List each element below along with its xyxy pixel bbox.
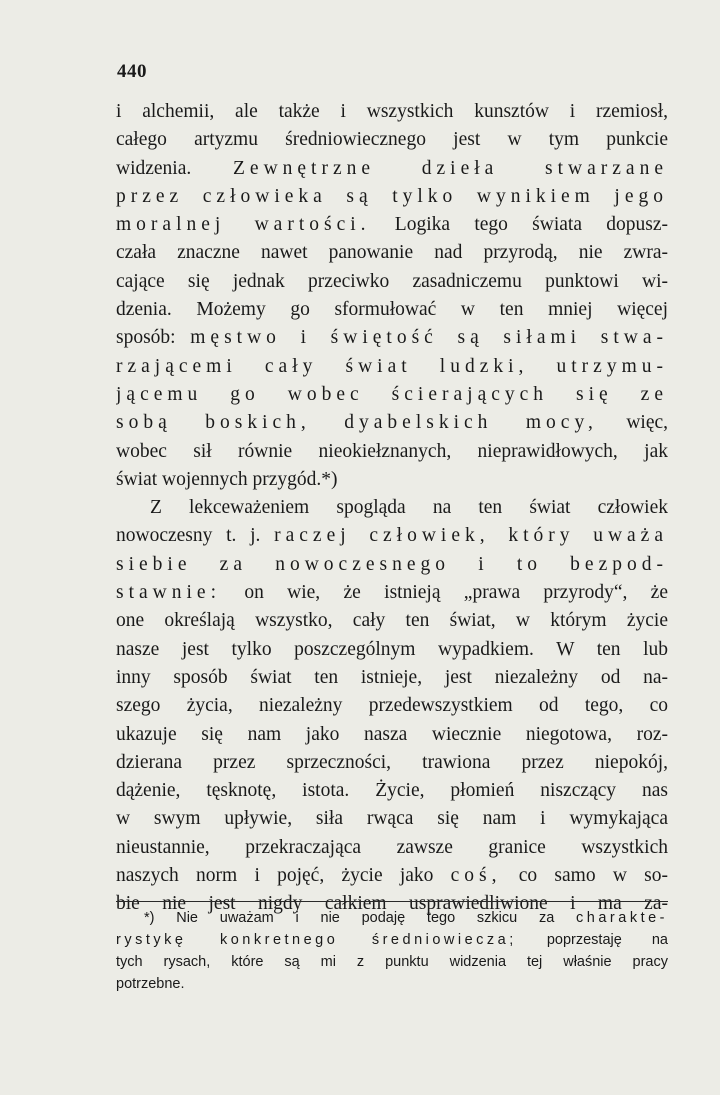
footnote-line: [116, 973, 668, 995]
text-run: nowoczesny t. j.: [116, 525, 275, 547]
text-run: Logika tego świata dopusz-: [370, 214, 668, 236]
text-run: naszych norm i pojęć, życie jako: [116, 865, 451, 887]
footnote: [116, 907, 668, 995]
spaced-text: charakte-: [576, 910, 668, 926]
text-run: więc,: [597, 412, 668, 434]
text-run: wobec sił równie nieokiełznanych, nieprawidłowych, jak: [116, 440, 668, 462]
text-run: *) Nie uważam i nie podaję tego szkicu za: [144, 910, 577, 926]
text-line: [116, 749, 668, 777]
text-line: [116, 155, 668, 183]
text-line: [116, 692, 668, 720]
spaced-text: stawnie:: [116, 582, 221, 604]
text-run: szego życia, niezależny przedewszystkiem od tego, co: [116, 695, 668, 717]
main-text: [116, 98, 668, 919]
spaced-text: męstwo i świętość są siłami stwa-: [190, 327, 668, 349]
text-line: [116, 466, 668, 494]
text-run: tych rysach, które są mi z punktu widzenia tej właśnie pracy: [116, 954, 668, 970]
text-line: [116, 183, 668, 211]
spaced-text: moralnej wartości.: [116, 214, 371, 236]
text-line: [116, 777, 668, 805]
spaced-text: jącemu go wobec ścierających się ze: [116, 383, 668, 405]
text-run: nasze jest tylko poszczególnym wypadkiem. W ten lub: [116, 638, 668, 660]
spaced-text: siebie za nowoczesnego i to bezpod-: [116, 553, 668, 575]
text-run: co samo w so-: [501, 865, 668, 887]
text-line: [116, 98, 668, 126]
spaced-text: rystykę konkretnego średniowiecza;: [116, 932, 517, 948]
spaced-text: coś,: [450, 865, 502, 887]
text-run: dzenia. Możemy go sformułować w ten mniej więcej: [116, 299, 668, 321]
text-run: on wie, że istnieją „prawa przyrody“, że: [220, 582, 668, 604]
text-line: [116, 834, 668, 862]
footnote-line: [116, 929, 668, 951]
text-line: [116, 664, 668, 692]
text-line: [116, 211, 668, 239]
text-run: w swym upływie, siła rwąca się nam i wymykająca: [116, 808, 668, 830]
text-run: poprzestaję na: [516, 932, 668, 948]
spaced-text: rzającemi cały świat ludzki, utrzymu-: [116, 355, 668, 377]
page-number: 440: [117, 61, 147, 82]
text-run: potrzebne.: [116, 976, 185, 992]
spaced-text: raczej człowiek, który uważa: [274, 525, 668, 547]
text-line: [116, 862, 668, 890]
text-run: sposób:: [116, 327, 191, 349]
text-line: [116, 438, 668, 466]
text-run: całego artyzmu średniowiecznego jest w tym punkcie: [116, 129, 668, 151]
footnote-line: [116, 907, 668, 929]
text-line: [116, 126, 668, 154]
footnote-line: [116, 951, 668, 973]
text-line: [116, 268, 668, 296]
text-run: świat wojennych przygód.*): [116, 468, 338, 490]
text-run: dzierana przez sprzeczności, trawiona przez niepokój,: [116, 751, 668, 773]
text-run: one określają wszystko, cały ten świat, w którym życie: [116, 610, 668, 632]
footnote-divider: [116, 901, 668, 902]
text-run: ukazuje się nam jako nasza wiecznie niegotowa, roz-: [116, 723, 668, 745]
text-line: [116, 296, 668, 324]
text-line: [116, 607, 668, 635]
text-run: cające się jednak przeciwko zasadniczemu punktowi wi-: [116, 270, 668, 292]
text-run: widzenia.: [116, 157, 233, 179]
spaced-text: przez człowieka są tylko wynikiem jego: [116, 185, 668, 207]
text-run: Z lekceważeniem spogląda na ten świat człowiek: [150, 497, 668, 519]
text-run: i alchemii, ale także i wszystkich kunsztów i rzemiosł,: [116, 101, 668, 122]
text-run: nieustannie, przekraczająca zawsze granice wszystkich: [116, 836, 668, 858]
text-line: [116, 551, 668, 579]
spaced-text: sobą boskich, dyabelskich mocy,: [116, 412, 598, 434]
text-run: inny sposób świat ten istnieje, jest niezależny od na-: [116, 666, 668, 688]
text-line: [116, 579, 668, 607]
text-line: [116, 721, 668, 749]
text-run: bie nie jest nigdy całkiem usprawiedliwione i ma za-: [116, 893, 668, 915]
text-line: [116, 636, 668, 664]
text-line: [116, 522, 668, 550]
text-run: dążenie, tęsknotę, istota. Życie, płomień niszczący nas: [116, 780, 668, 802]
text-line: [116, 409, 668, 437]
text-run: czała znaczne nawet panowanie nad przyrodą, nie zwra-: [116, 242, 668, 264]
text-line: [116, 381, 668, 409]
text-line: [116, 353, 668, 381]
text-line: [116, 494, 668, 522]
text-line: [116, 805, 668, 833]
spaced-text: Zewnętrzne dzieła stwarzane: [233, 157, 668, 179]
text-line: [116, 324, 668, 352]
text-line: [116, 239, 668, 267]
